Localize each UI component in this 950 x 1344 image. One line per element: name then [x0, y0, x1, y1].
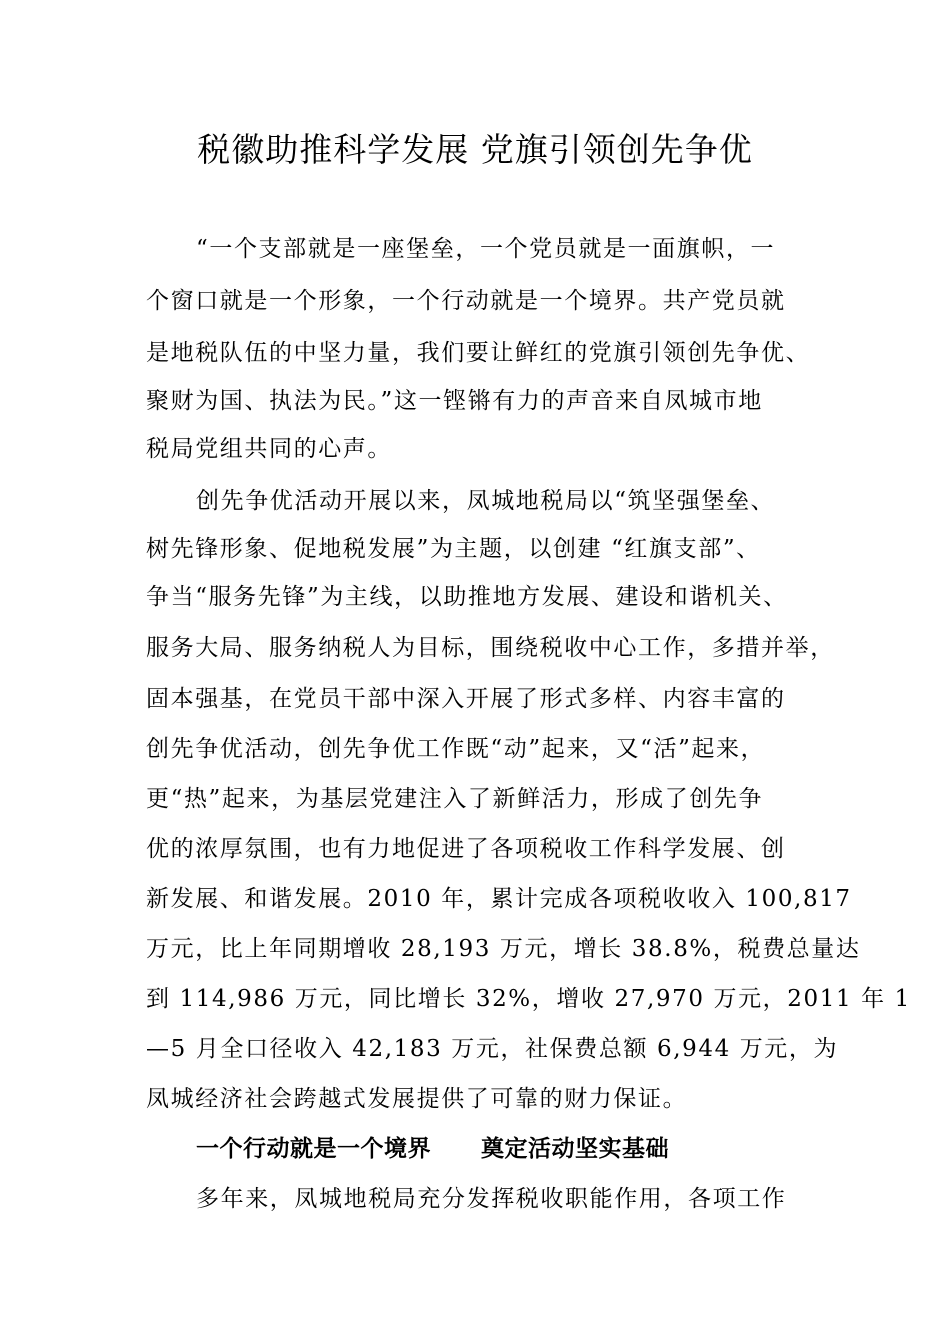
paragraph-2-line-8: 优的浓厚氛围，也有力地促进了各项税收工作科学发展、创: [146, 836, 786, 862]
section-heading-left: 一个行动就是一个境界: [196, 1136, 431, 1162]
paragraph-2-line-4: 服务大局、服务纳税人为目标，围绕税收中心工作，多措并举，: [146, 635, 835, 661]
paragraph-2-line-3: 争当“服务先锋”为主线，以助推地方发展、建设和谐机关、: [146, 584, 788, 610]
paragraph-1-line-5: 税局党组共同的心声。: [146, 436, 392, 462]
paragraph-2-line-12: —5 月全口径收入 42,183 万元，社保费总额 6,944 万元，为: [146, 1036, 839, 1062]
section-heading: [196, 1133, 816, 1165]
paragraph-2-line-11: 到 114,986 万元，同比增长 32%，增收 27,970 万元，2011 年 1: [146, 986, 911, 1012]
document-title: 税徽助推科学发展 党旗引领创先争优: [197, 130, 753, 169]
paragraph-2-line-1: 创先争优活动开展以来，凤城地税局以“筑坚强堡垒、: [196, 488, 776, 514]
paragraph-2-line-5: 固本强基，在党员干部中深入开展了形式多样、内容丰富的: [146, 686, 786, 712]
paragraph-1-line-3: 是地税队伍的中坚力量，我们要让鲜红的党旗引领创先争优、: [146, 340, 811, 366]
paragraph-2-line-2: 树先锋形象、促地税发展”为主题，以创建 “红旗支部”、: [146, 536, 761, 562]
paragraph-2-line-13: 凤城经济社会跨越式发展提供了可靠的财力保证。: [146, 1086, 688, 1112]
paragraph-3-line-1: 多年来，凤城地税局充分发挥税收职能作用，各项工作: [196, 1186, 787, 1212]
paragraph-1-line-4: 聚财为国、执法为民。”这一铿锵有力的声音来自凤城市地: [146, 388, 763, 414]
section-heading-right: 奠定活动坚实基础: [481, 1136, 669, 1162]
paragraph-2-line-9: 新发展、和谐发展。2010 年，累计完成各项税收收入 100,817: [146, 886, 852, 912]
paragraph-2-line-6: 创先争优活动，创先争优工作既“动”起来，又“活”起来，: [146, 736, 766, 762]
paragraph-2-line-7: 更“热”起来，为基层党建注入了新鲜活力，形成了创先争: [146, 786, 764, 812]
paragraph-1-line-1: “一个支部就是一座堡垒，一个党员就是一面旗帜，一: [196, 236, 776, 262]
paragraph-2-line-10: 万元，比上年同期增收 28,193 万元，增长 38.8%，税费总量达: [146, 936, 861, 962]
paragraph-1-line-2: 个窗口就是一个形象，一个行动就是一个境界。共产党员就: [146, 288, 786, 314]
